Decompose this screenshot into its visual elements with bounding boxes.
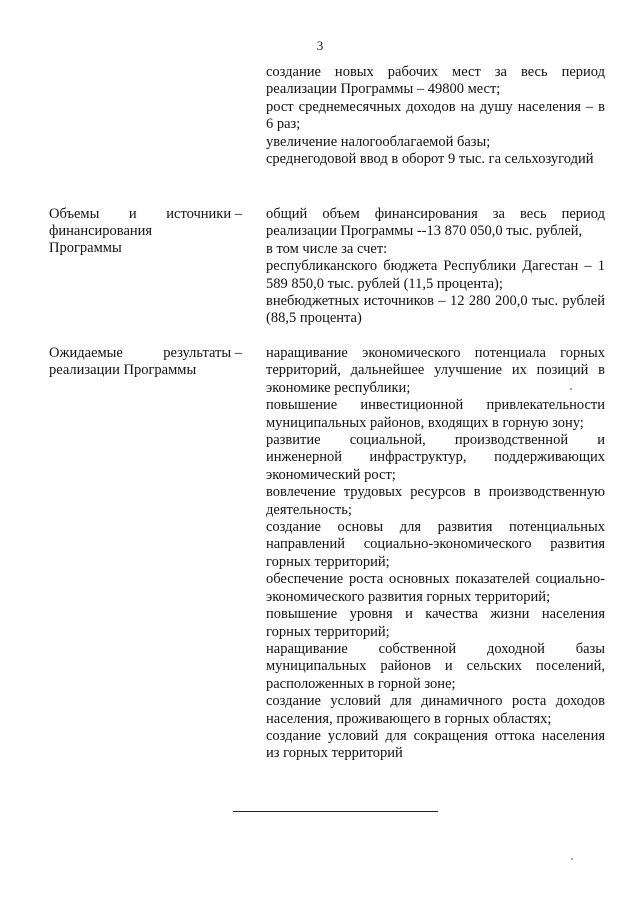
label-word: Объемы	[49, 206, 100, 222]
list-item: в том числе за счет:	[266, 240, 388, 257]
label-line: финансирования	[49, 223, 153, 239]
row-content	[266, 206, 605, 328]
list-item: повышение уровня и качества жизни населения горных территорий;	[266, 606, 605, 640]
list-item: создание условий для сокращения оттока населения из горных территорий	[266, 727, 605, 762]
list-item: наращивание экономического потенциала горных территорий, дальнейшее улучшение их позиций в экономике республики;	[266, 345, 605, 396]
list-item: создание условий для динамичного роста доходов населения, проживающего в горных областях;	[266, 693, 605, 727]
row-label	[49, 345, 242, 379]
row-content	[266, 64, 605, 168]
list-item: обеспечение роста основных показателей социально-экономического развития горных территорий;	[266, 571, 605, 605]
label-word: и	[128, 206, 137, 222]
list-item: республиканского бюджета Республики Дагестан – 1 589 850,0 тыс. рублей (11,5 процента);	[266, 258, 605, 292]
label-word: источники –	[166, 206, 242, 222]
label-line	[49, 345, 242, 362]
list-item: создание основы для развития потенциальных направлений социально-экономического развития горных территорий;	[266, 519, 605, 570]
list-item: наращивание собственной доходной базы муниципальных районов и сельских поселений, расположенных в горной зоне;	[266, 640, 605, 692]
list-item: среднегодовой ввод в оборот 9 тыс. га сельхозугодий	[266, 151, 594, 168]
list-item: развитие социальной, производственной и инженерной инфраструктур, поддерживающих экономический рост;	[266, 432, 605, 483]
list-item: вовлечение трудовых ресурсов в производственную деятельность;	[266, 484, 605, 518]
row-content	[266, 345, 605, 763]
list-item: увеличение налогооблагаемой базы;	[266, 133, 491, 150]
label-word: Ожидаемые	[49, 345, 123, 361]
label-line: реализации Программы	[49, 362, 197, 378]
row-label	[49, 206, 242, 257]
end-divider-line	[233, 811, 438, 812]
list-item: создание новых рабочих мест за весь период реализации Программы – 49800 мест;	[266, 64, 605, 98]
label-line: Программы	[49, 240, 122, 256]
list-item: рост среднемесячных доходов на душу населения – в 6 раз;	[266, 98, 605, 133]
list-item: повышение инвестиционной привлекательности муниципальных районов, входящих в горную зону;	[266, 397, 605, 431]
scan-speck	[571, 858, 573, 860]
label-line	[49, 206, 242, 223]
list-item: общий объем финансирования за весь период реализации Программы --13 870 050,0 тыс. рублей,	[266, 206, 605, 240]
scan-speck	[570, 388, 572, 390]
page-number: 3	[316, 38, 324, 53]
label-word: результаты –	[163, 345, 242, 361]
list-item: внебюджетных источников – 12 280 200,0 тыс. рублей (88,5 процента)	[266, 293, 605, 327]
